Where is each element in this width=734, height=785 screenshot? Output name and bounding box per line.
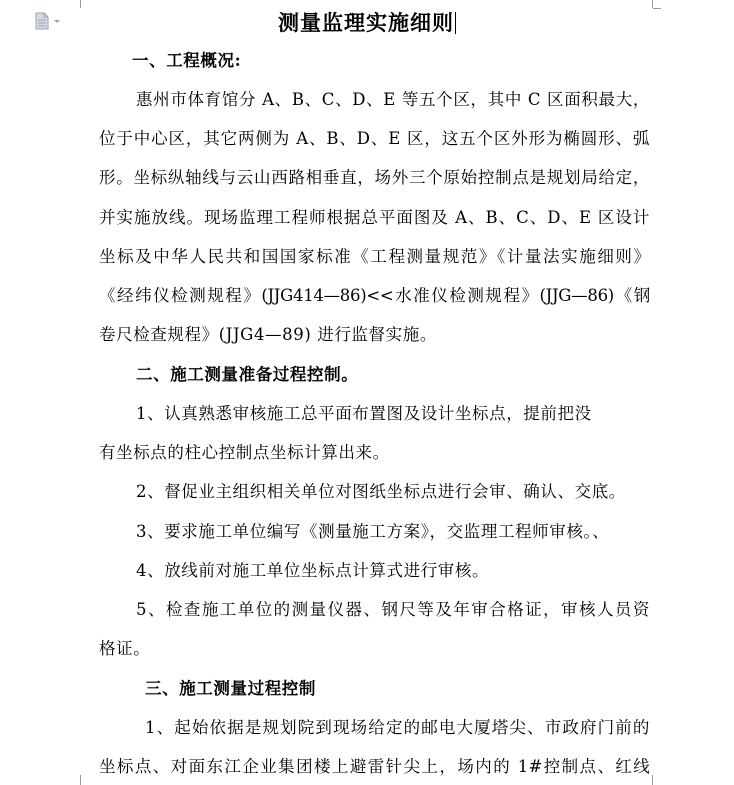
- section-1-heading: 一、工程概况:: [132, 51, 242, 70]
- section-1-line-3: 形。坐标纵轴线与云山西路相垂直，场外三个原始控制点是规划局给定，: [99, 168, 650, 187]
- text-cursor: [455, 12, 456, 34]
- section-3-item-1-line-2: 坐标点、对面东江企业集团楼上避雷针尖上，场内的 1#控制点、红线: [99, 757, 650, 776]
- section-1-line-1: 惠州市体育馆分 A、B、C、D、E 等五个区，其中 C 区面积最大，: [136, 90, 650, 109]
- section-1-line-7: 卷尺检查规程》(JJG4—89) 进行监督实施。: [99, 325, 437, 344]
- section-2-item-3: 3、要求施工单位编写《测量施工方案》，交监理工程师审核。、: [136, 522, 610, 541]
- section-3-item-1-line-1: 1、起始依据是规划院到现场给定的邮电大厦塔尖、市政府门前的: [145, 718, 650, 737]
- section-1-line-4: 并实施放线。现场监理工程师根据总平面图及 A、B、C、D、E 区设计: [99, 208, 650, 227]
- crop-mark-top-left-vertical: [80, 0, 81, 8]
- section-1-line-2: 位于中心区，其它两侧为 A、B、D、E 区，这五个区外形为椭圆形、弧: [99, 129, 650, 148]
- section-2-item-5-line-1: 5、检查施工单位的测量仪器、钢尺等及年审合格证，审核人员资: [136, 600, 650, 619]
- crop-mark-top-right-vertical: [652, 0, 653, 8]
- section-2-heading: 二、施工测量准备过程控制。: [136, 365, 359, 384]
- section-2-item-2: 2、督促业主组织相关单位对图纸坐标点进行会审、确认、交底。: [136, 482, 626, 501]
- document-title-text: 测量监理实施细则: [278, 10, 454, 35]
- crop-mark-bottom-right-vertical: [652, 775, 653, 785]
- document-title[interactable]: [0, 10, 734, 36]
- crop-mark-bottom-left-vertical: [80, 775, 81, 785]
- section-1-line-5: 坐标及中华人民共和国国家标准《工程测量规范》《计量法实施细则》: [99, 247, 650, 266]
- section-2-item-1-line-2: 有坐标点的柱心控制点坐标计算出来。: [99, 443, 390, 462]
- section-1-line-6: 《经纬仪检测规程》(JJG414—86)<<水准仪检测规程》(JJG—86)《钢: [99, 286, 650, 305]
- crop-mark-top-right-horizontal: [653, 8, 661, 9]
- section-2-item-4: 4、放线前对施工单位坐标点计算式进行审核。: [136, 561, 490, 580]
- section-2-item-1-line-1: 1、认真熟悉审核施工总平面布置图及设计坐标点，提前把没: [136, 404, 592, 423]
- section-3-heading: 三、施工测量过程控制: [145, 679, 316, 698]
- section-2-item-5-line-2: 格证。: [99, 639, 151, 658]
